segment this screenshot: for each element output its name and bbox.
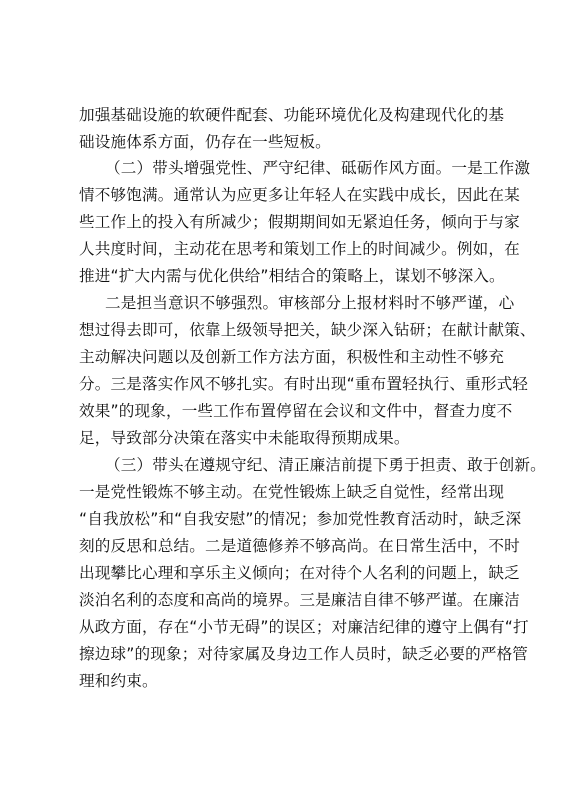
text-line: 淡泊名利的态度和高尚的境界。三是廉洁自律不够严谨。在廉洁: [79, 591, 520, 609]
text-line: 擦边球”的现象；对待家属及身边工作人员时，缺乏必要的严格管: [79, 645, 529, 663]
text-line: 些工作上的投入有所减少；假期期间如无紧迫任务，倾向于与家: [79, 213, 520, 231]
text-line: （三）带头在遵规守纪、清正廉洁前提下勇于担责、敢于创新。: [105, 456, 546, 474]
text-line: “自我放松”和“自我安慰”的情况；参加党性教育活动时，缺乏深: [79, 510, 522, 528]
text-line: 想过得去即可，依靠上级领导把关，缺少深入钻研；在献计献策、: [79, 321, 536, 339]
text-line: 情不够饱满。通常认为应更多让年轻人在实践中成长，因此在某: [79, 186, 520, 204]
text-line: 推进“扩大内需与优化供给”相结合的策略上，谋划不够深入。: [79, 267, 505, 285]
text-line: 足，导致部分决策在落实中未能取得预期成果。: [79, 429, 410, 447]
text-line: 人共度时间，主动花在思考和策划工作上的时间减少。例如，在: [79, 240, 520, 258]
text-line: 础设施体系方面，仍存在一些短板。: [79, 133, 331, 151]
text-line: （二）带头增强党性、严守纪律、砥砺作风方面。一是工作激: [105, 159, 531, 177]
text-line: 二是担当意识不够强烈。审核部分上报材料时不够严谨，心: [105, 294, 515, 312]
text-line: 刻的反思和总结。二是道德修养不够高尚。在日常生活中，不时: [79, 537, 520, 555]
text-line: 理和约束。: [79, 672, 158, 690]
text-line: 效果”的现象，一些工作布置停留在会议和文件中，督查力度不: [79, 402, 513, 420]
text-line: 出现攀比心理和享乐主义倾向；在对待个人名利的问题上，缺乏: [79, 564, 520, 582]
text-line: 主动解决问题以及创新工作方法方面，积极性和主动性不够充: [79, 348, 505, 366]
text-line: 加强基础设施的软硬件配套、功能环境优化及构建现代化的基: [79, 106, 505, 124]
text-line: 从政方面，存在“小节无碍”的误区；对廉洁纪律的遵守上偶有“打: [79, 618, 529, 636]
text-line: 一是党性锻炼不够主动。在党性锻炼上缺乏自觉性，经常出现: [79, 483, 505, 501]
text-line: 分。三是落实作风不够扎实。有时出现“重布置轻执行、重形式轻: [79, 375, 529, 393]
